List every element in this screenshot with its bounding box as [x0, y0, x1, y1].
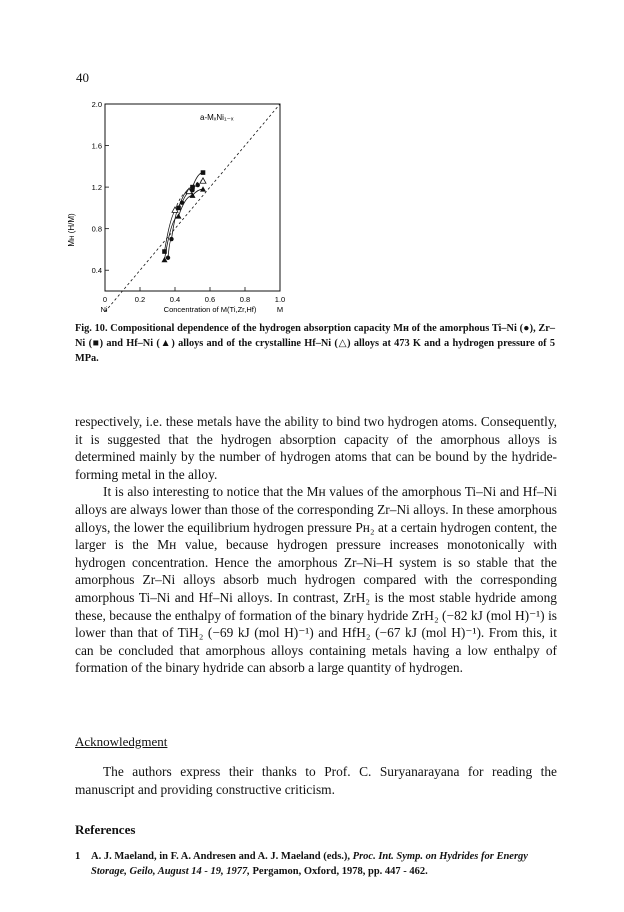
y-tick-label: 0.4	[91, 266, 102, 276]
references-heading: References	[75, 822, 136, 837]
paragraph-2: It is also interesting to notice that the Mʜ values of the amorphous Ti–Ni and Hf–Ni alloys are always lower than those of the corresponding Zr–Ni alloys. In these amorphous alloys, the lower the equilibrium hydrogen pressure Pʜ₂ at a certain hydrogen content, the larger is the Mʜ value, because hydrogen pressure increases monotonically with hydrogen concentration. Hence the amorphous Zr–Ni–H system is so stable that the amorphous Zr–Ni alloys absorb much hydrogen compared with the corresponding amorphous Ti–Ni and Hf–Ni alloys. In contrast, ZrH₂ is the most stable hydride among these, because the enthalpy of formation of the binary hydride ZrH₂ (−82 kJ (mol H)⁻¹) is lower than that of TiH₂ (−69 kJ (mol H)⁻¹) and HfH₂ (−67 kJ (mol H)⁻¹). From this, it can be concluded that amorphous alloys containing metals having a low enthalpy of formation of the binary hydride can absorb a large quantity of hydrogen.	[75, 484, 557, 676]
series-line	[165, 189, 204, 260]
x-axis-right-end: M	[276, 305, 284, 314]
x-tick-label: 0.8	[239, 295, 251, 304]
data-point	[200, 178, 206, 183]
page-number: 40	[76, 70, 89, 85]
x-axis-label: Concentration of M(Ti,Zr,Hf)	[163, 305, 257, 314]
x-tick-label: 0	[102, 295, 108, 304]
x-tick-label: 0.2	[134, 295, 146, 304]
data-point	[176, 206, 181, 211]
acknowledgment-heading: Acknowledgment	[75, 734, 168, 749]
y-tick-label: 2.0	[91, 100, 102, 109]
reference-title: Proc. Int. Symp. on Hydrides for Energy Storage, Geilo, August 14 - 19, 1977,	[91, 851, 528, 877]
x-tick-label: 0.6	[204, 295, 216, 304]
y-tick-label: 0.8	[91, 224, 102, 234]
caption-label: Fig. 10.	[75, 323, 108, 334]
paragraph-1: respectively, i.e. these metals have the ability to bind two hydrogen atoms. Consequently, it is suggested that the hydrogen absorption capacity of the amorphous alloys is determined mainly by the number of hydrogen atoms that can be bound by the hydride-forming metal in the alloy.	[75, 414, 557, 482]
y-tick-label: 1.2	[91, 183, 102, 193]
data-point	[200, 186, 206, 191]
x-axis-left-end: Ni	[100, 305, 108, 314]
x-tick-label: 1.0	[274, 295, 286, 304]
reference-number: 1	[75, 851, 81, 862]
chart-svg	[60, 96, 320, 316]
body-text	[75, 413, 557, 677]
figure-caption	[75, 321, 555, 366]
reference-publisher: Pergamon, Oxford, 1978, pp. 447 - 462.	[252, 865, 428, 877]
reference-authors: A. J. Maeland, in F. A. Andresen and A. J. Maeland (eds.),	[91, 851, 351, 862]
chart-inner-label: a-MₓNi₁₋ₓ	[200, 113, 234, 122]
reference-item	[75, 850, 557, 879]
data-point	[201, 170, 206, 175]
data-point	[169, 237, 173, 241]
x-tick-label: 0.4	[169, 295, 181, 304]
data-point	[166, 256, 170, 260]
y-tick-label: 1.6	[91, 141, 102, 151]
acknowledgment-text: The authors express their thanks to Prof. C. Suryanarayana for reading the manuscript and providing constructive criticism.	[75, 764, 557, 797]
y-axis-label: Mʜ (H/M)	[67, 213, 76, 247]
caption-text: Compositional dependence of the hydrogen absorption capacity Mʜ of the amorphous Ti–Ni (●), Zr–Ni (■) and Hf–Ni (▲) alloys and of the crystalline Hf–Ni (△) alloys at 473 K and a hydrogen pressure of 5 MPa.	[75, 323, 556, 364]
figure-10	[60, 96, 320, 316]
